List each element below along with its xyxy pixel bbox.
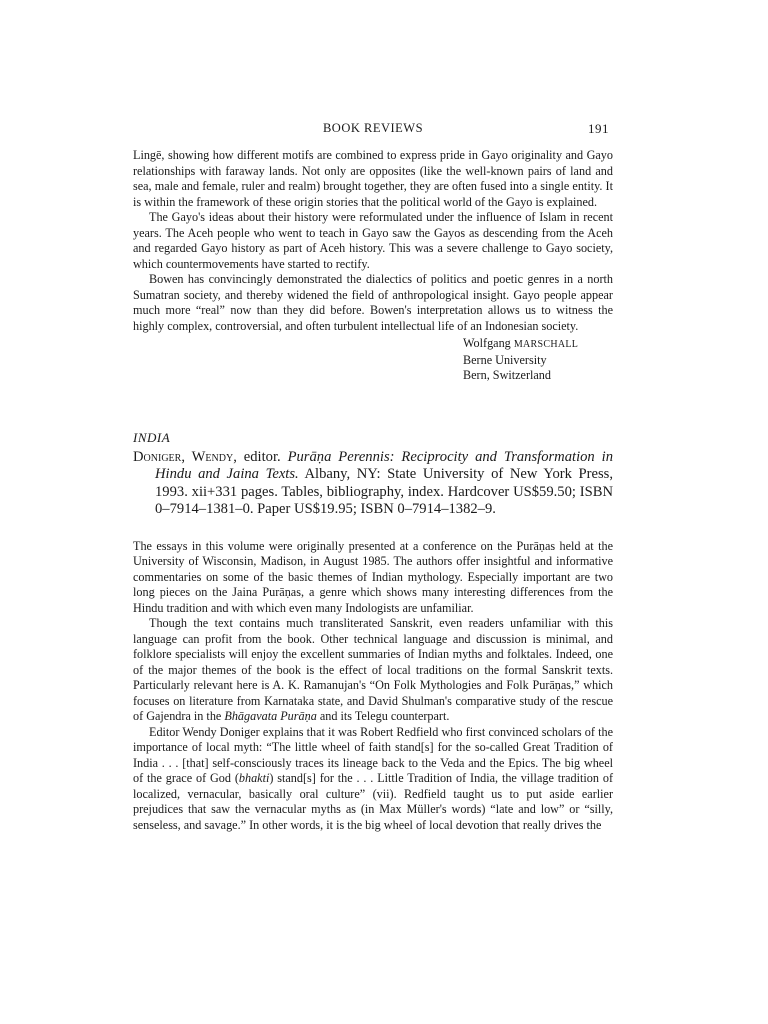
running-head: [133, 118, 613, 138]
reviewer-signature: [463, 336, 613, 384]
paragraph: [133, 725, 613, 834]
paragraph: The essays in this volume were originally presented at a conference on the Purāṇas held at the University of Wisconsin, Madison, in August 1985. The authors offer insightful and informative commentaries on some of the basic themes of Indian mythology. Especially important are two long pieces on the Jaina Purāṇas, a genre which shows many interesting differences from the Hindu tradition and with which even many Indologists are unfamiliar.: [133, 538, 613, 615]
reviewer-location: Bern, Switzerland: [463, 368, 551, 382]
reviewer-first-name: Wolfgang: [463, 336, 511, 350]
citation-publication: Albany, NY: State University of New York Press, 1993. xii+331 pages. Tables, bibliography, index. Hardcover US$59.50; ISBN 0–7914–1381–0. Paper US$19.95; ISBN 0–7914–1382–9.: [155, 466, 613, 517]
reviewer-institution: Berne University: [463, 352, 547, 367]
paragraph: [133, 616, 613, 725]
italic-text-run: Bhāgavata Purāṇa: [224, 709, 317, 723]
citation-author: Doniger, Wendy: [133, 448, 234, 465]
paragraph: The Gayo's ideas about their history were reformulated under the influence of Islam in recent years. The Aceh people who went to teach in Gayo saw the Gayos as descending from the Aceh and regarded Gayo history as part of Aceh history. This was a severe challenge to Gayo society, which countermovements have started to rectify.: [133, 210, 613, 271]
text-run: ) stand[s] for the . . . Little Tradition of India, the village tradition of localized, vernacular, basically oral culture” (vii). Redfield taught us to put aside earlier prejudices that saw the vernacular myths as (in Max Müller's words) “late and low” or “silly, senseless, and savage.” In other words, it is the big wheel of local devotion that really drives the: [133, 771, 614, 832]
reviewer-name: [463, 336, 613, 353]
book-citation: [133, 449, 613, 519]
book-review-page: [133, 118, 613, 833]
text-run: Though the text contains much transliterated Sanskrit, even readers unfamiliar with this language can profit from the book. Other technical language and discussion is minimal, and folklore specialists will enjoy the excellent summaries of Indian myths and folktales. Indeed, one of the major themes of the book is the effect of local traditions on the formal Sanskrit texts. Particularly relevant here is A. K. Ramanujan's “On Folk Mythologies and Folk Purāṇas,” which focuses on literature from Karnataka state, and David Shulman's comparative study of the rescue of Gajendra in the: [133, 616, 613, 723]
review-text: [133, 539, 613, 834]
citation-role: , editor.: [233, 448, 281, 465]
paragraph: Bowen has convincingly demonstrated the dialectics of politics and poetic genres in a north Sumatran society, and thereby widened the field of anthropological insight. Gayo people appear much more “real” now than they did before. Bowen's interpretation allows us to witness the highly complex, controversial, and often turbulent intellectual life of an Indonesian society.: [133, 272, 613, 333]
citation-title: Purāṇa Perennis: Reciprocity and Transformation in Hindu and Jaina Texts.: [155, 448, 614, 482]
previous-review-text: [133, 148, 613, 334]
text-run: Editor Wendy Doniger explains that it was Robert Redfield who first convinced scholars of the importance of local myth: “The little wheel of faith stand[s] for the so-called Great Tradition of India . . . [that] self-consciously traces its lineage back to the Veda and the Epics. The big wheel of the grace of God (: [133, 724, 613, 785]
running-title: BOOK REVIEWS: [322, 121, 424, 135]
section-heading: INDIA: [133, 429, 171, 445]
paragraph: Lingē, showing how different motifs are combined to express pride in Gayo originality and Gayo relationships with faraway lands. Not only are opposites (like the well-known pairs of land and sea, male and female, ruler and realm) brought together, they are often fused into a single entity. It is within the framework of these origin stories that the political world of the Gayo is explained.: [133, 148, 613, 209]
text-run: and its Telegu counterpart.: [316, 709, 450, 723]
italic-text-run: bhakti: [238, 771, 270, 785]
page-number: 191: [588, 121, 609, 136]
reviewer-last-name: MARSCHALL: [513, 339, 579, 350]
